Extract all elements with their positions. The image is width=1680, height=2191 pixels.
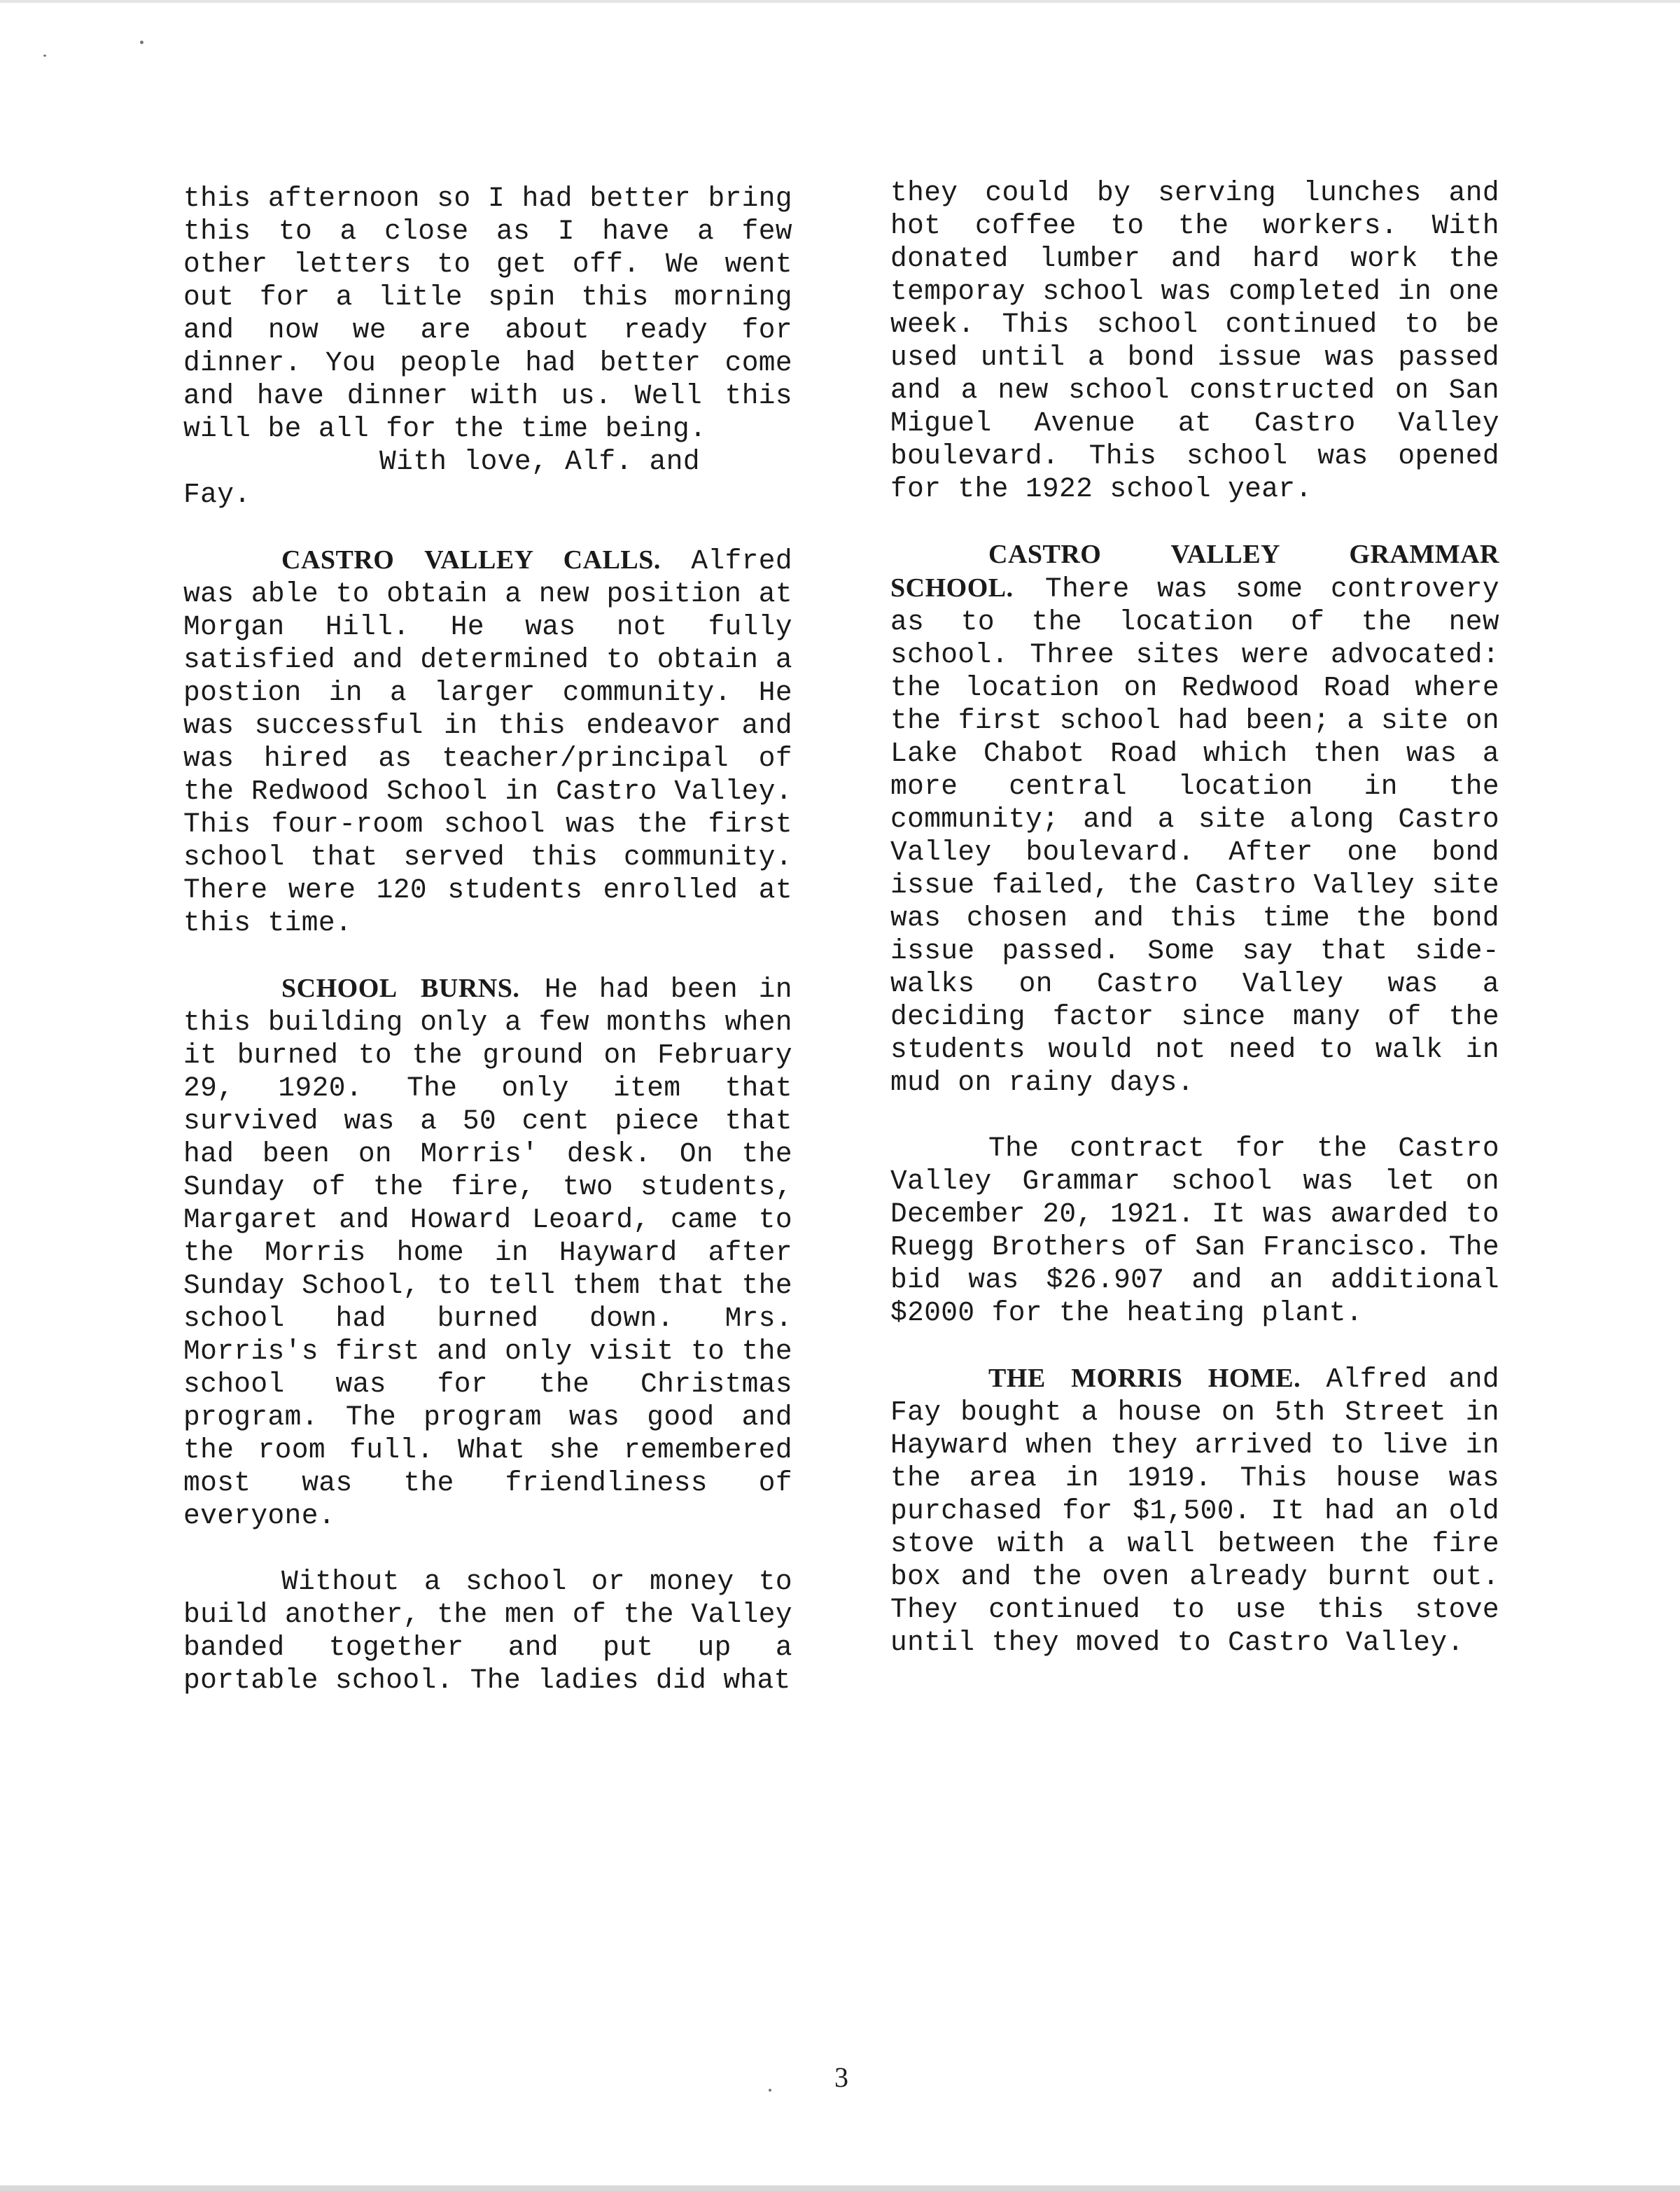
section-heading: THE MORRIS HOME.	[988, 1364, 1326, 1393]
paragraph-contract: The contract for the Castro Valley Grammar school was let on December 20, 1921. It was awarded to Ruegg Brothers of San Francisco. The bid was $26.907 and an additional $2000 for the heating plant.	[890, 1133, 1499, 1329]
paragraph-continuation: they could by serving lunches and hot coffee to the workers. With donated lumber and hard work the temporay school was completed in one week. This school continued to be used until a bond issue was passed and a new school constructed on San Miguel Avenue at Castro Valley boulevard. This school was opened for the 1922 school year.	[890, 177, 1499, 505]
section-castro-valley-calls	[183, 544, 792, 939]
paragraph-without-school: Without a school or money to build another, the men of the Valley banded together and put up a portable school. The ladies did what	[183, 1566, 792, 1696]
section-heading: SCHOOL BURNS.	[281, 974, 545, 1003]
section-heading: CASTRO VALLEY GRAMMAR SCHOOL.	[890, 540, 1499, 603]
section-text: Alfred and Fay bought a house on 5th Street in Hayward when they arrived to live in the area in 1919. This house was purchased for $1,500. It had an old stove with a wall between the fire box and the oven already burnt out. They continued to use this stove until they moved to Castro Valley.	[890, 1364, 1499, 1658]
left-column	[183, 182, 792, 1730]
section-text: He had been in this building only a few months when it burned to the ground on February 29, 1920. The only item that survived was a 50 cent piece that had been on Morris' desk. On the Sunday of the fire, two students, Margaret and Howard Leoard, came to the Morris home in Hayward after Sunday School, to tell them that the school had burned down. Mrs. Morris's first and only visit to the school was for the Christmas program. The program was good and the room full. What she remembered most was the friendliness of everyone.	[183, 974, 792, 1532]
section-heading: CASTRO VALLEY CALLS.	[281, 545, 692, 575]
letter-body	[183, 182, 792, 511]
letter-body-text: this afternoon so I had better bring this to a close as I have a few other letters to get off. We went out for a litle spin this morning and now we are about ready for dinner. You people had better come and have dinner with us. Well this will be all for the time being.	[183, 183, 792, 444]
page-number: 3	[834, 2062, 848, 2093]
letter-closing: With love, Alf. and	[379, 446, 700, 477]
section-morris-home	[890, 1362, 1499, 1659]
right-column	[890, 176, 1499, 1692]
section-grammar-school	[890, 538, 1499, 1099]
scan-speck	[43, 55, 46, 57]
letter-closing-continued: Fay.	[183, 479, 251, 510]
scan-speck	[769, 2089, 771, 2092]
scan-bottom-edge	[0, 2185, 1680, 2191]
section-text: Alfred was able to obtain a new position at Morgan Hill. He was not fully satisfied and determined to obtain a postion in a larger community. He was successful in this endeavor and was hired as teacher/principal of the Redwood School in Castro Valley. This four-room school was the first school that served this community. There were 120 students enrolled at this time.	[183, 545, 792, 939]
section-text: There was some controvery as to the location of the new school. Three sites were advocated: the location on Redwood Road where the first school had been; a site on Lake Chabot Road which then was a more central location in the community; and a site along Castro Valley boulevard. After one bond issue failed, the Castro Valley site was chosen and this time the bond issue passed. Some say that side-walks on Castro Valley was a deciding factor since many of the students would not need to walk in mud on rainy days.	[890, 573, 1499, 1098]
scan-speck	[140, 41, 144, 44]
section-school-burns	[183, 972, 792, 1532]
scan-top-edge	[0, 0, 1680, 3]
